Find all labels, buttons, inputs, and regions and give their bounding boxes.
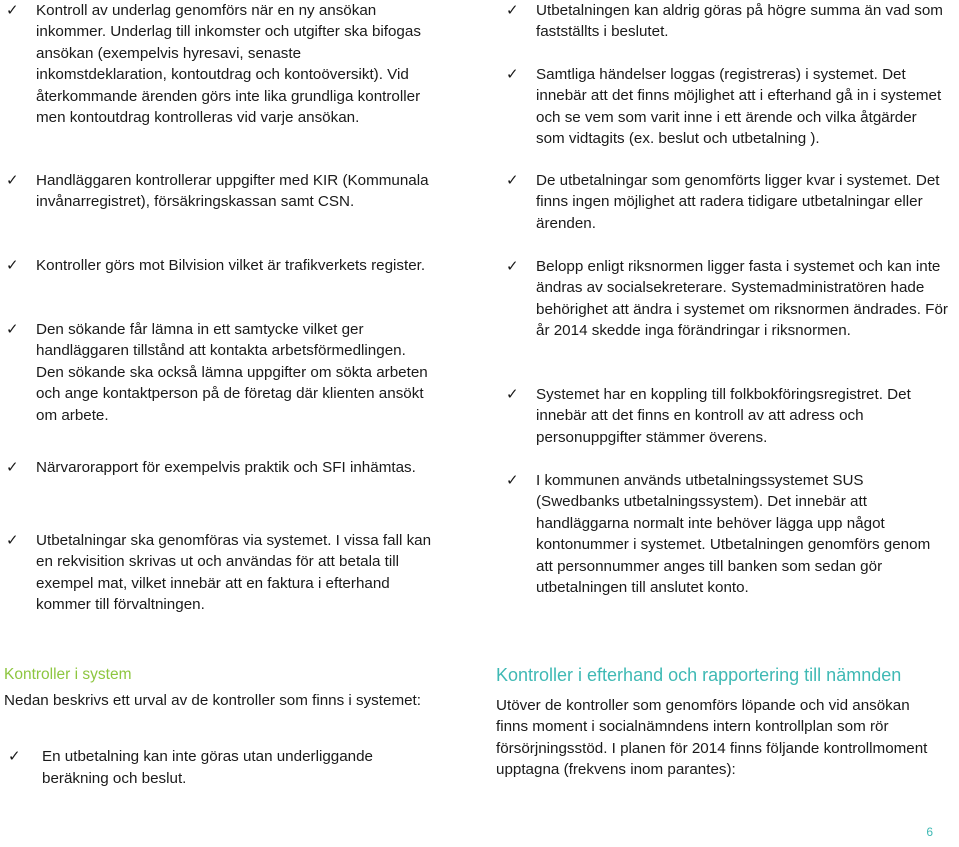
- checkmark-icon: ✓: [506, 1, 519, 19]
- list-item: [6, 170, 436, 213]
- checkmark-icon: ✓: [6, 1, 19, 19]
- checkmark-icon: ✓: [6, 458, 19, 476]
- checkmark-icon: ✓: [6, 171, 19, 189]
- checkmark-icon: ✓: [6, 531, 19, 549]
- list-item-text: En utbetalning kan inte göras utan underliggande beräkning och beslut.: [42, 748, 374, 787]
- list-item: [6, 530, 441, 616]
- list-item-text: I kommunen används utbetalningssystemet SUS (Swedbanks utbetalningssystem). Det innebär att handläggarna normalt inte behöver lägga upp något kontonummer i systemet. Utbetalningen genomförs genom att personnummer anges till banken som sedan gör utbetalningen till anslutet konto.: [536, 472, 931, 597]
- list-item-text: Närvarorapport för exempelvis praktik och SFI inhämtas.: [36, 459, 416, 476]
- list-item: [4, 746, 412, 789]
- section-intro: Nedan beskrivs ett urval av de kontroller som finns i systemet:: [4, 692, 421, 709]
- list-item: [6, 0, 436, 128]
- checkmark-icon: ✓: [8, 747, 21, 766]
- checkmark-icon: ✓: [506, 257, 519, 275]
- section-heading: Kontroller i efterhand och rapportering till nämnden: [496, 665, 902, 685]
- list-item: [6, 255, 436, 276]
- list-item-text: Utbetalningen kan aldrig göras på högre summa än vad som fastställts i beslutet.: [536, 2, 943, 41]
- list-item: [506, 170, 948, 234]
- list-item-text: Samtliga händelser loggas (registreras) i systemet. Det innebär att det finns möjlighet att i efterhand gå in i systemet och se vem som varit inne i ett ärende och vilka åtgärder som vidtagits (ex. beslut och utbetalning ).: [536, 66, 942, 148]
- page-number: 6: [926, 825, 933, 839]
- checkmark-icon: ✓: [506, 65, 519, 83]
- list-item-text: Kontroller görs mot Bilvision vilket är trafikverkets register.: [36, 257, 426, 274]
- section-system: [4, 666, 474, 789]
- list-item-text: Den sökande får lämna in ett samtycke vilket ger handläggaren tillstånd att kontakta arbetsförmedlingen. Den sökande ska också lämna uppgifter om sökta arbeten och ange kontaktperson på de företag där klienten ansökt om arbete.: [36, 321, 428, 424]
- list-item: [6, 319, 436, 426]
- checkmark-icon: ✓: [6, 256, 19, 274]
- list-item-text: De utbetalningar som genomförts ligger kvar i systemet. Det finns ingen möjlighet att radera tidigare utbetalningar eller ärenden.: [536, 172, 940, 232]
- list-item-text: Belopp enligt riksnormen ligger fasta i systemet och kan inte ändras av socialsekreterare. Systemadministratören hade behörighet att ändra i systemet om riksnormen ändrades. För år 2014 skedde inga förändringar i riksnormen.: [536, 258, 948, 340]
- list-item-text: Systemet har en koppling till folkbokföringsregistret. Det innebär att det finns en kontroll av att adress och personuppgifter stämmer överens.: [536, 386, 911, 446]
- checkmark-icon: ✓: [506, 171, 519, 189]
- list-item-text: Kontroll av underlag genomförs när en ny ansökan inkommer. Underlag till inkomster och utgifter ska bifogas ansökan (exempelvis hyresavi, senaste inkomstdeklaration, kontoutdrag och kontoöversikt). Vid återkommande ärenden görs inte lika grundliga kontroller men kontoutdrag kontrolleras vid varje ansökan.: [36, 2, 421, 127]
- list-item: [506, 470, 948, 598]
- checkmark-icon: ✓: [506, 471, 519, 489]
- checkmark-icon: ✓: [506, 385, 519, 403]
- list-item: [506, 0, 948, 43]
- list-item-text: Handläggaren kontrollerar uppgifter med KIR (Kommunala invånarregistret), försäkringskassan samt CSN.: [36, 172, 429, 211]
- section-followup: [496, 665, 926, 781]
- section-heading: Kontroller i system: [4, 666, 132, 683]
- list-item: [506, 384, 948, 448]
- checkmark-icon: ✓: [6, 320, 19, 338]
- list-item: [506, 64, 948, 150]
- list-item-text: Utbetalningar ska genomföras via systemet. I vissa fall kan en rekvisition skrivas ut och användas för att betala till exempel mat, vilket innebär att en faktura i efterhand kommer till förvaltningen.: [36, 532, 432, 614]
- section-body: Utöver de kontroller som genomförs löpande och vid ansökan finns moment i socialnämndens intern kontrollplan som rör försörjningsstöd. I planen för 2014 finns följande kontrollmoment upptagna (frekvens inom parantes):: [496, 697, 928, 779]
- list-item: [6, 457, 436, 478]
- list-item: [506, 256, 948, 342]
